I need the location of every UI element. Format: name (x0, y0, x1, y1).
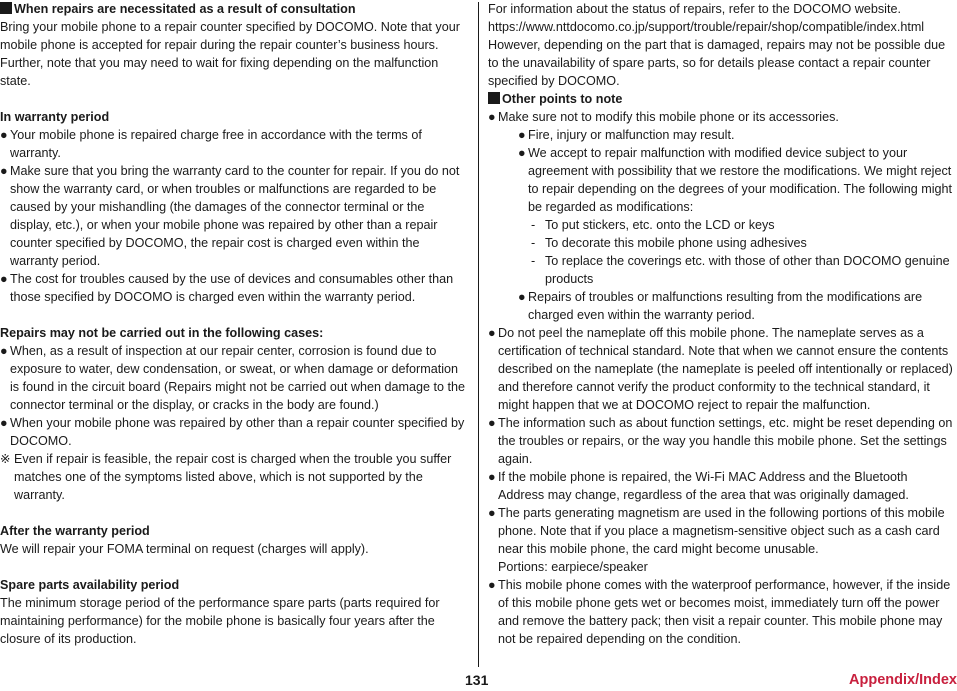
list-item: ● When, as a result of inspection at our repair center, corrosion is found due to exposure to water, dew condensation, or sweat, or when damage or deformation is found in the circuit board (Repairs might not be carried out when damage to the connector terminal or the display, or cracks in the body are found.) (0, 344, 466, 412)
repairs-not-carried-heading: Repairs may not be carried out in the following cases: (0, 326, 324, 340)
bullet-icon: ● (518, 146, 526, 160)
repair-status-paragraph: However, depending on the part that is damaged, repairs may not be possible due to the unavailability of spare parts, so for details please contact a repair counter specified by DOCOMO. (488, 38, 946, 88)
bullet-icon: ● (518, 290, 526, 304)
bullet-icon: ● (488, 506, 496, 520)
other-points-heading: Other points to note (488, 90, 955, 108)
sub-list-item: ● Repairs of troubles or malfunctions resulting from the modifications are charged even within the warranty period. (518, 290, 923, 322)
right-column (488, 0, 955, 648)
list-item: ● Make sure that you bring the warranty card to the counter for repair. If you do not show the warranty card, or when troubles or malfunctions are regarded to be caused by your mishandling (the damages of the connector terminal or the display, etc.), or when your mobile phone was repaired by other than a repair counter specified by DOCOMO, the repair cost is charged even within the warranty period. (0, 164, 460, 268)
left-column (0, 0, 466, 648)
dash-item: - To decorate this mobile phone using adhesives (531, 236, 807, 250)
list-item: ● Do not peel the nameplate off this mobile phone. The nameplate serves as a certification of technical standard. Note that when we cannot ensure the contents described on the nameplate (the nameplate is peeled off intentionally or replaced) and therefore cannot verify the product conformity to the technical standard, it might happen that we at DOCOMO reject to repair the malfunction. (488, 326, 953, 412)
list-item: ● The information such as about function settings, etc. might be reset depending on the troubles or repairs, or the way you handle this mobile phone. Set the settings again. (488, 416, 953, 466)
page-number: 131 (465, 672, 489, 688)
list-item: ● The parts generating magnetism are used in the following portions of this mobile phone. Note that if you place a magnetism-sensitive object such as a cash card near this mobile phone, the card might become unusable. Portions: earpiece/speaker (488, 506, 945, 574)
list-item: ● When your mobile phone was repaired by other than a repair counter specified by DOCOMO. (0, 416, 465, 448)
bullet-icon: ● (518, 128, 526, 142)
repair-status-intro: For information about the status of repairs, refer to the DOCOMO website. (488, 2, 901, 16)
after-warranty-heading: After the warranty period (0, 524, 150, 538)
portions-text: Portions: earpiece/speaker (498, 560, 648, 574)
column-divider (478, 2, 479, 667)
dash-icon: - (531, 218, 536, 232)
bullet-icon: ● (0, 272, 8, 286)
dash-icon: - (531, 236, 536, 250)
spare-parts-heading: Spare parts availability period (0, 578, 180, 592)
sub-list-item: ● We accept to repair malfunction with modified device subject to your agreement with possibility that we restore the modifications. We might reject to repair depending on the degrees of your modification. The following might be regarded as modifications: (518, 146, 953, 214)
dash-item: - To replace the coverings etc. with those of other than DOCOMO genuine products (531, 254, 950, 286)
docomo-url: https://www.nttdocomo.co.jp/support/trouble/repair/shop/compatible/index.html (488, 20, 925, 34)
section-link-appendix-index[interactable]: Appendix/Index (849, 672, 957, 688)
square-bullet-icon (488, 92, 500, 104)
bullet-icon: ● (488, 578, 496, 592)
bullet-icon: ● (0, 344, 8, 358)
page-footer (0, 671, 957, 691)
list-item: ● This mobile phone comes with the waterproof performance, however, if the inside of this mobile phone gets wet or becomes moist, immediately turn off the power and remove the battery pack; then visit a repair counter. This mobile phone may not be repaired depending on the condition. (488, 578, 951, 646)
list-item: ● The cost for troubles caused by the use of devices and consumables other than those specified by DOCOMO is charged even within the warranty period. (0, 272, 454, 304)
dash-icon: - (531, 254, 536, 268)
dash-item: - To put stickers, etc. onto the LCD or keys (531, 218, 775, 232)
bullet-icon: ● (488, 416, 496, 430)
list-item: ● Your mobile phone is repaired charge free in accordance with the terms of warranty. (0, 128, 422, 160)
bullet-icon: ● (0, 128, 8, 142)
note-item: ※ Even if repair is feasible, the repair cost is charged when the trouble you suffer matches one of the symptoms listed above, which is not supported by the warranty. (0, 452, 452, 502)
sub-list-item: ● Fire, injury or malfunction may result. (518, 128, 735, 142)
after-warranty-paragraph: We will repair your FOMA terminal on request (charges will apply). (0, 542, 369, 556)
reference-mark-icon: ※ (0, 452, 11, 466)
consultation-paragraph: Bring your mobile phone to a repair counter specified by DOCOMO. Note that your mobile phone is accepted for repair during the repair counter’s business hours. Further, note that you may need to wait for fixing depending on the malfunction state. (0, 20, 460, 88)
square-bullet-icon (0, 2, 12, 14)
bullet-icon: ● (488, 470, 496, 484)
bullet-icon: ● (0, 416, 8, 430)
warranty-heading: In warranty period (0, 110, 110, 124)
bullet-icon: ● (488, 110, 496, 124)
list-item: ● Make sure not to modify this mobile phone or its accessories. (488, 110, 839, 124)
list-item: ● If the mobile phone is repaired, the Wi-Fi MAC Address and the Bluetooth Address may change, regardless of the area that was originally damaged. (488, 470, 909, 502)
spare-parts-paragraph: The minimum storage period of the performance spare parts (parts required for maintaining performance) for the mobile phone is basically four years after the closure of its production. (0, 596, 440, 646)
bullet-icon: ● (0, 164, 8, 178)
bullet-icon: ● (488, 326, 496, 340)
section-heading-consultation: When repairs are necessitated as a result of consultation (0, 0, 466, 18)
